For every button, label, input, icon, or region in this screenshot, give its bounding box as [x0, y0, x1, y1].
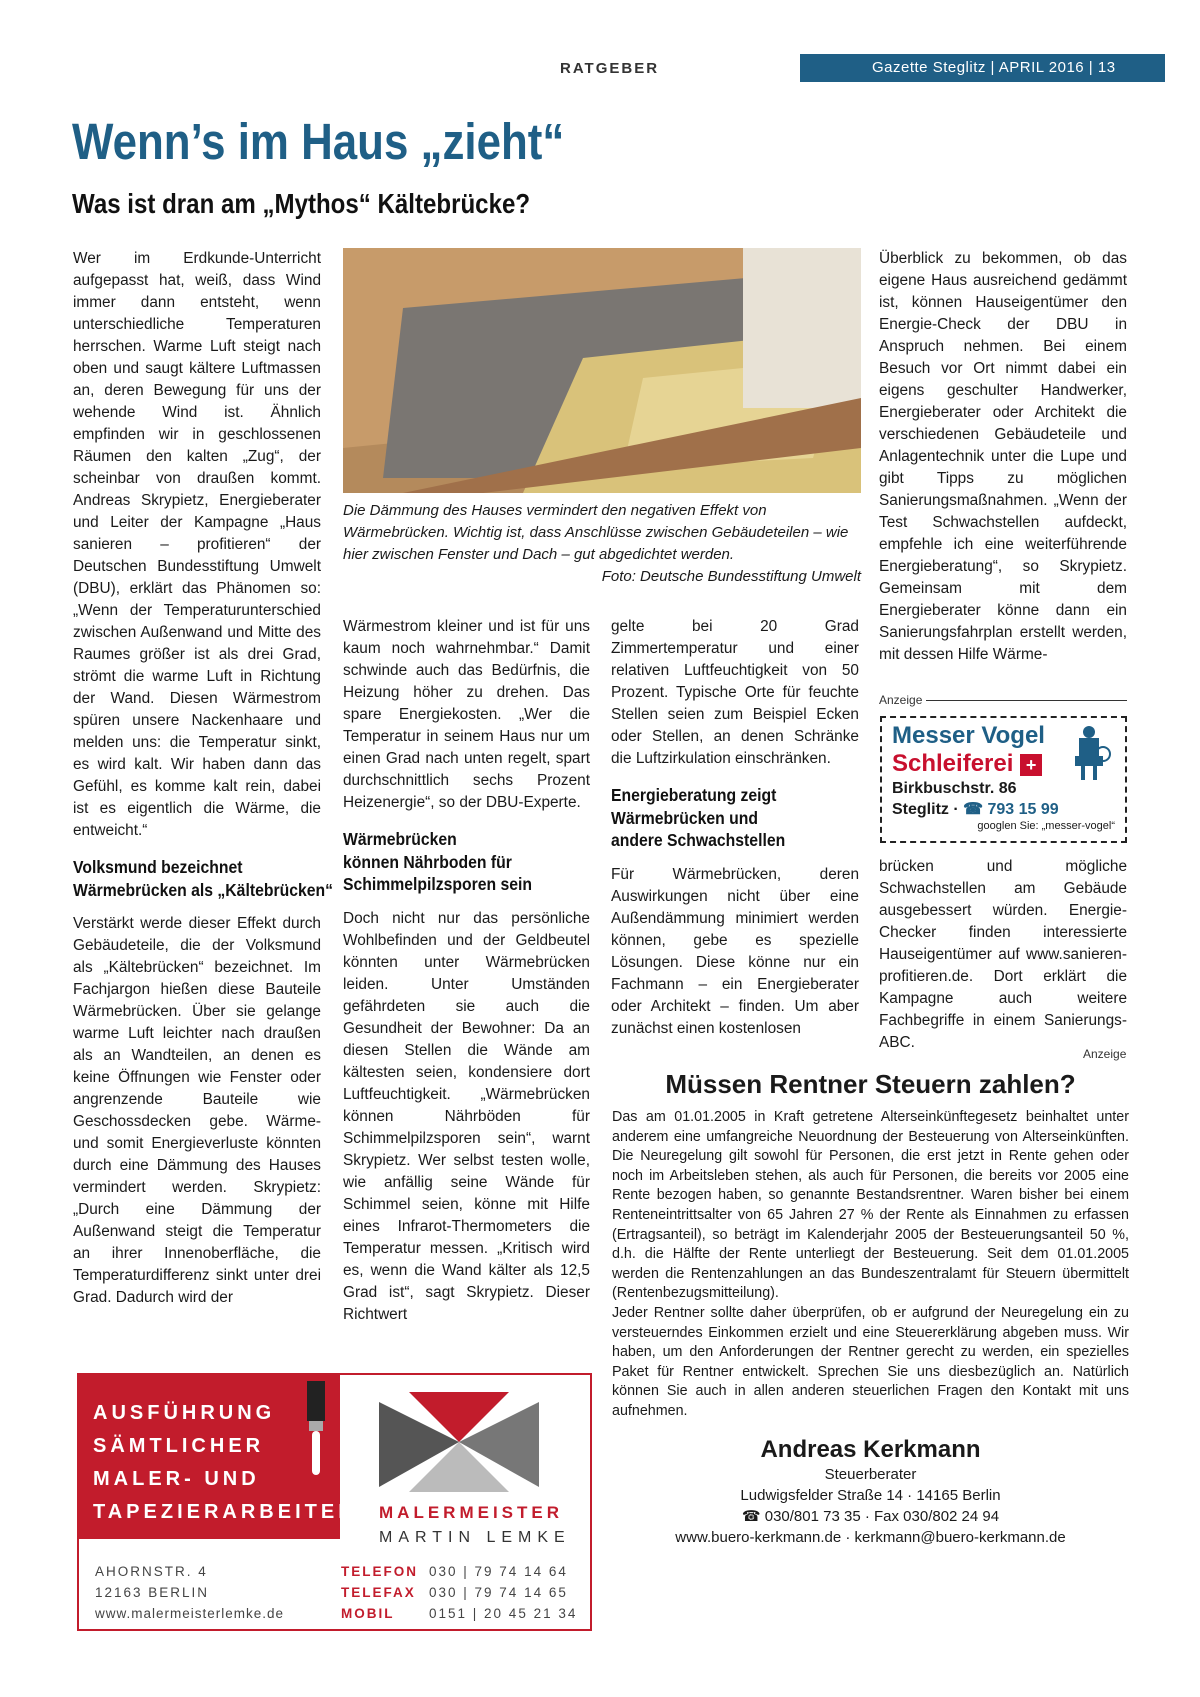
ad-mobile-label: MOBIL — [341, 1606, 395, 1621]
publication-bar: Gazette Steglitz | APRIL 2016 | 13 — [800, 54, 1165, 82]
swiss-cross-icon: + — [1020, 754, 1042, 776]
insulation-photo — [343, 248, 861, 493]
ad-slogan-line: AUSFÜHRUNG — [93, 1402, 276, 1424]
ad-address: Birkbuschstr. 86 — [892, 780, 1017, 797]
ad-city-phone: Steglitz · ☎ 793 15 99 — [892, 801, 1059, 818]
article-column-4 — [879, 248, 1127, 666]
subheading-1b: Wärmebrücken als „Kältebrücken“ — [73, 879, 333, 900]
subheading-2a: Wärmebrücken — [343, 829, 457, 849]
ad-phone: ☎ 793 15 99 — [963, 801, 1059, 818]
subheading-3c: andere Schwachstellen — [611, 830, 786, 850]
article-title: Wenn’s im Haus „zieht“ — [72, 113, 565, 170]
body-paragraph: Wer im Erdkunde-Unterricht aufgepasst hat, weiß, dass Wind immer dann entsteht, wenn unterschiedliche Temperaturen herrschen. Warme Luft steigt nach oben und saugt kältere Luftmassen an, deren Bewegung für uns der wehende Wind ist. Ähnlich empfinden wir in geschlossenen Räumen den kalten „Zug“, der scheinbar von draußen kommt. Andreas Skrypietz, Energieberater und Leiter der Kampagne „Haus sanieren – profitieren“ der Deutschen Bundesstiftung Umwelt (DBU), erklärt das Phänomen so: „Wenn der Temperaturunterschied zwischen Außenwand und Mitte des Raumes größer ist als drei Grad, strömt die warme Luft in Richtung der Wand. Diesen Wärmestrom spüren unsere Nackenhaare und melden uns: die Temperatur sinkt, es wird kalt. Wir haben dann das Gefühl, es komme kalt rein, dabei ist es eigentlich die Wärme, die entweicht.“ — [73, 250, 321, 839]
body-paragraph: brücken und mögliche Schwachstellen am Gebäude ausgebessert würden. Energie-Checker finden interessierte Hauseigentümer auf www.sanieren-profitieren.de. Dort erklärt die Kampagne auch weitere Fachbegriffe in einem Sanierungs-ABC. — [879, 858, 1127, 1051]
subheading-1a: Volksmund bezeichnet — [73, 857, 243, 877]
ad-contact-numbers — [341, 1561, 577, 1624]
ad-city: 12163 BERLIN — [95, 1585, 210, 1600]
ad-label-row — [879, 693, 1127, 707]
ad-advisor-name: Andreas Kerkmann — [760, 1435, 981, 1463]
subheading-2c: Schimmelpilzsporen sein — [343, 874, 533, 894]
ad-mobile-row — [341, 1603, 577, 1624]
ad-paragraph: Jeder Rentner sollte daher überprüfen, ob er aufgrund der Neuregelung ein zu versteuerndes Einkommen erzielt und eine Steuererklärung abgeben muss. Wir haben, um den Anforderungen der Rentner gerecht zu werden, ein spezielles Paket für Rentner entwickelt. Sprechen Sie uns diesbezüglich an. Natürlich können Sie auch in allen anderen steuerlichen Fragen den Kontakt mit uns aufnehmen. — [612, 1304, 1129, 1419]
ad-street: AHORNSTR. 4 — [95, 1564, 208, 1579]
ad-advisor-address: Ludwigsfelder Straße 14 · 14165 Berlin — [740, 1486, 1001, 1504]
photo-caption — [343, 500, 861, 588]
body-paragraph: Für Wärmebrücken, deren Auswirkungen nicht über eine Außendämmung minimiert werden können, gebe es spezielle Lösungen. Diese könne nur ein Fachmann – ein Energieberater oder Architekt – finden. Um aber zunächst einen kostenlosen — [611, 865, 859, 1037]
paintbrush-icon — [303, 1381, 329, 1482]
ad-brand-line2: MARTIN LEMKE — [379, 1529, 571, 1546]
ad-messer-vogel[interactable] — [880, 716, 1127, 843]
ad-brand-line1: MALERMEISTER — [379, 1503, 563, 1522]
body-paragraph: Überblick zu bekommen, ob das eigene Haus ausreichend gedämmt ist, können Hauseigentümer den Energie-Check der DBU in Anspruch nehmen. Bei einem Besuch vor Ort nimmt dabei ein eigens geschulter Handwerker, Energieberater oder Architekt die verschiedenen Gebäudeteile und Anlagentechnik unter die Lupe und gibt Tipps zu möglichen Sanierungsmaßnahmen. „Wenn der Test Schwachstellen aufdeckt, empfehle ich eine weiterführende Energieberatung“, so Skrypietz. Gemeinsam mit dem Energieberater könne dann ein Sanierungsfahrplan erstellt werden, mit dessen Hilfe Wärme- — [879, 250, 1127, 663]
subheading-2b: können Nährboden für — [343, 851, 512, 872]
ad-website[interactable]: www.malermeisterlemke.de — [95, 1606, 285, 1621]
body-paragraph: Verstärkt werde dieser Effekt durch Gebäudeteile, die der Volksmund als „Kältebrücken“ bezeichnet. Im Fachjargon hießen diese Bauteile Wärmebrücken. Über sie gelange warme Luft leichter nach draußen als an Wandteilen, an denen es keine Öffnungen wie Fenster oder angrenzende Bauteile wie Geschossdecken gebe. Wärme- und somit Energieverluste könnten durch eine Dämmung des Hauses vermindert werden. Skrypietz: „Durch eine Dämmung der Außenwand steigt die Temperatur an ihrer Innenoberfläche, die Temperaturdifferenz sinkt unter drei Grad. Dadurch wird der — [73, 915, 321, 1306]
ad-address — [95, 1561, 284, 1624]
article-column-3 — [611, 616, 859, 1040]
ad-advisor-web[interactable]: www.buero-kerkmann.de · kerkmann@buero-kerkmann.de — [675, 1528, 1066, 1546]
ad-heading: Müssen Rentner Steuern zahlen? — [665, 1069, 1076, 1099]
ad-red-panel — [79, 1375, 357, 1539]
ad-slogan-line: SÄMTLICHER — [93, 1435, 265, 1457]
ad-mobile: 0151 | 20 45 21 34 — [429, 1606, 578, 1621]
ad-slogan-line: MALER- UND — [93, 1468, 260, 1490]
ad-label: Anzeige — [879, 693, 923, 707]
article-column-2 — [343, 616, 590, 1326]
ad-paragraph: Das am 01.01.2005 in Kraft getretene Alterseinkünftegesetz beinhaltet unter anderem eine umfangreiche Neuordnung der Besteuerung von Alterseinkünften. Die Neuregelung gilt sowohl für Personen, die erst jetzt in Rente gehen oder noch im Arbeitsleben stehen, als auch für Personen, die bereits vor 2005 eine Rente bezogen haben, so genannte Bestandsrentner. Waren bisher bei einem Renteneintrittsalter von 65 Jahren 27 % der Rente als Einnahmen zu erfassen (Ertragsanteil), so beträgt im Kalenderjahr 2005 der Besteuerungsanteil 50 %, d.h. die Hälfte der Rente unterliegt der Besteuerung. Seit dem 01.01.2005 werden die Rentenzahlungen an das Bundeszentralamt für Steuern übermittelt (Rentenbezugsmitteilung). — [612, 1109, 1129, 1302]
ad-google-hint: googlen Sie: „messer-vogel“ — [977, 820, 1115, 832]
ad-slogan-line: TAPEZIERARBEITEN — [93, 1501, 357, 1523]
article-subtitle: Was ist dran am „Mythos“ Kältebrücke? — [72, 188, 531, 219]
ad-fax-label: TELEFAX — [341, 1585, 416, 1600]
grinder-figure-icon — [1067, 724, 1111, 782]
ad-brand-line1: Messer Vogel — [892, 722, 1045, 749]
ad-phone-label: TELEFON — [341, 1564, 418, 1579]
ad-kerkmann[interactable] — [612, 1066, 1129, 1548]
subheading-3b: Wärmebrücken und — [611, 807, 759, 828]
divider — [926, 700, 1127, 701]
body-paragraph: Doch nicht nur das persönliche Wohlbefinden und der Geldbeutel könnten unter Wärmebrücken leiden. Unter Umständen gefährdeten sie auch die Gesundheit der Bewohner: Da an diesen Stellen die Wände am kältesten seien, kondensiere dort Luftfeuchtigkeit. „Wärmebrücken können Nährböden für Schimmelpilzsporen sein“, warnt Skrypietz. Wer selbst testen wolle, wie anfällig seine Wände für Schimmel seien, könne mit Hilfe eines Infrarot-Thermometers die Temperatur messen. „Kritisch wird es, wenn die Wand kälter als 12,5 Grad ist“, sagt Skrypietz. Dieser Richtwert — [343, 909, 590, 1323]
ad-phone: 030 | 79 74 14 64 — [429, 1564, 568, 1579]
article-column-1 — [73, 248, 333, 1309]
ad-city: Steglitz — [892, 801, 949, 818]
ad-advisor-role: Steuerberater — [824, 1465, 917, 1483]
ad-advisor-phone: ☎ 030/801 73 35 · Fax 030/802 24 94 — [741, 1507, 1000, 1525]
ad-brand-line2-text: Schleiferei — [892, 750, 1014, 777]
photo-credit: Foto: Deutsche Bundesstiftung Umwelt — [601, 568, 861, 585]
ad-fax: 030 | 79 74 14 65 — [429, 1585, 568, 1600]
article-column-4-continued — [879, 856, 1127, 1054]
ad-phone-row — [341, 1561, 577, 1582]
ad-malermeister-lemke[interactable] — [77, 1373, 592, 1631]
body-paragraph: gelte bei 20 Grad Zimmertemperatur und einer relativen Luftfeuchtigkeit von 50 Prozent. Typische Orte für feuchte Stellen seien zum Beispiel Ecken oder Stellen, an denen Schränke die Luftzirkulation einschränken. — [611, 618, 859, 767]
ad-label-2: Anzeige — [1083, 1047, 1127, 1061]
ad-fax-row — [341, 1582, 577, 1603]
body-paragraph: Wärmestrom kleiner und ist für uns kaum noch wahrnehmbar.“ Damit schwinde auch das Bedürfnis, die Heizung höher zu drehen. Das spare Energiekosten. „Wer die Temperatur in seinem Haus nur um einen Grad nach unten regelt, spart durchschnittlich sechs Prozent Heizenergie“, so der DBU-Experte. — [343, 618, 590, 811]
subheading-3a: Energieberatung zeigt — [611, 785, 777, 805]
section-label: RATGEBER — [560, 60, 660, 77]
caption-text: Die Dämmung des Hauses vermindert den negativen Effekt von Wärmebrücken. Wichtig ist, dass Anschlüsse zwischen Gebäudeteilen – wie hier zwischen Fenster und Dach – gut abgedichtet werden. — [343, 502, 849, 563]
lemke-logo-icon — [369, 1387, 549, 1502]
